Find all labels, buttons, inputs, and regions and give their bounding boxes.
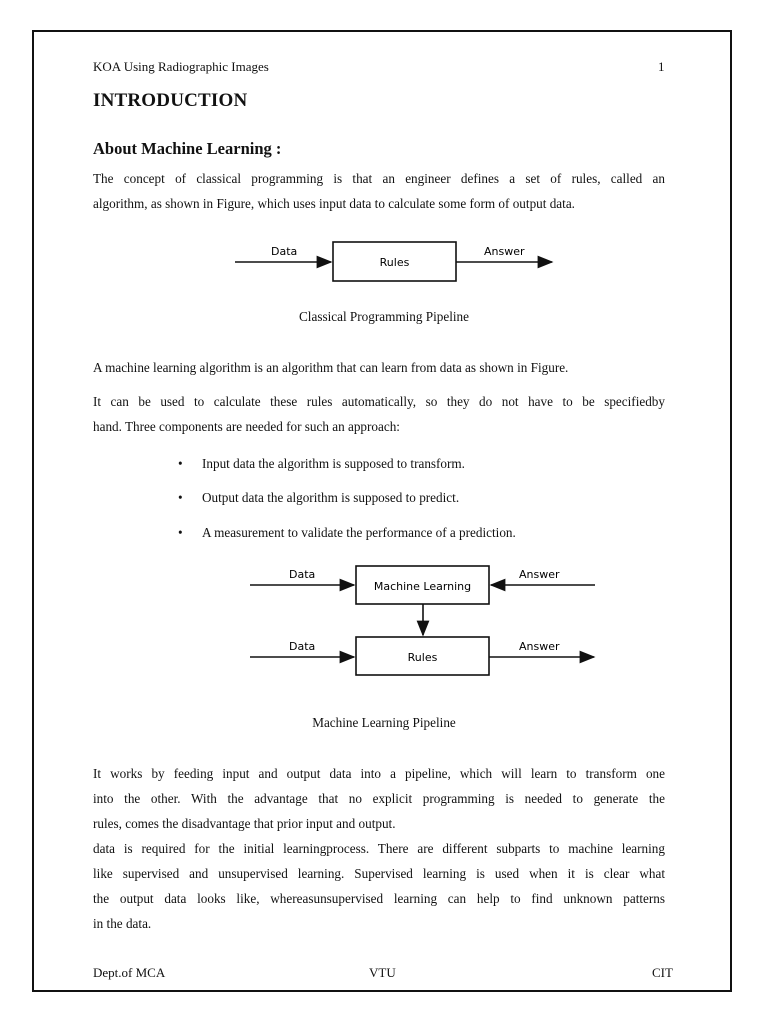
paragraph-line: like supervised and unsupervised learning. Supervised learning is used when it is clear what [93,866,665,881]
paragraph-classical-programming [93,166,665,216]
bullet-icon: • [178,456,183,471]
paragraph-ml-algorithm [93,355,665,380]
bottom-output-label: Answer [519,640,560,653]
list-item-text: A measurement to validate the performance of a prediction. [202,525,516,540]
diagram-output-label: Answer [484,245,525,258]
paragraph-pipeline-learning [93,761,665,936]
paragraph-line: A machine learning algorithm is an algorithm that can learn from data as shown in Figure. [93,360,569,375]
paragraph-line: It can be used to calculate these rules automatically, so they do not have to be specifiedby [93,394,665,409]
top-answer-label: Answer [519,568,560,581]
paragraph-line: algorithm, as shown in Figure, which uses input data to calculate some form of output data. [93,196,575,211]
diagram-input-label: Data [271,245,298,258]
running-header: KOA Using Radiographic Images [93,59,269,74]
paragraph-line: rules, comes the disadvantage that prior input and output. [93,816,396,831]
section-title: About Machine Learning : [93,139,282,158]
bullet-icon: • [178,525,183,540]
classical-pipeline-diagram [230,236,560,286]
paragraph-line: It works by feeding input and output data into a pipeline, which will learn to transform one [93,766,665,781]
paragraph-line: the output data looks like, whereasunsupervised learning can help to find unknown patterns [93,891,665,906]
paragraph-line: into the other. With the advantage that no explicit programming is needed to generate the [93,791,665,806]
bullet-icon: • [178,490,183,505]
ml-pipeline-diagram [245,562,605,682]
bottom-input-label: Data [289,640,316,653]
footer-college: CIT [652,965,673,980]
footer-department: Dept.of MCA [93,965,166,980]
paragraph-line: The concept of classical programming is that an engineer defines a set of rules, called an [93,171,665,186]
paragraph-line: hand. Three components are needed for such an approach: [93,419,400,434]
rules-box-label: Rules [379,256,410,269]
paragraph-line: data is required for the initial learningprocess. There are different subparts to machine learning [93,841,665,856]
paragraph-line: in the data. [93,916,152,931]
page-title: INTRODUCTION [93,90,248,111]
list-item-text: Output data the algorithm is supposed to predict. [202,490,460,505]
figure-caption: Classical Programming Pipeline [299,309,469,324]
page-number: 1 [658,59,665,74]
list-item [178,525,516,541]
figure-caption: Machine Learning Pipeline [312,715,456,730]
footer-university: VTU [369,965,396,980]
list-item [178,490,459,506]
machine-learning-box-label: Machine Learning [373,580,472,593]
paragraph-components [93,389,665,439]
rules-box-label: Rules [407,651,438,664]
list-item [178,456,465,472]
top-input-label: Data [289,568,316,581]
list-item-text: Input data the algorithm is supposed to transform. [202,456,465,471]
